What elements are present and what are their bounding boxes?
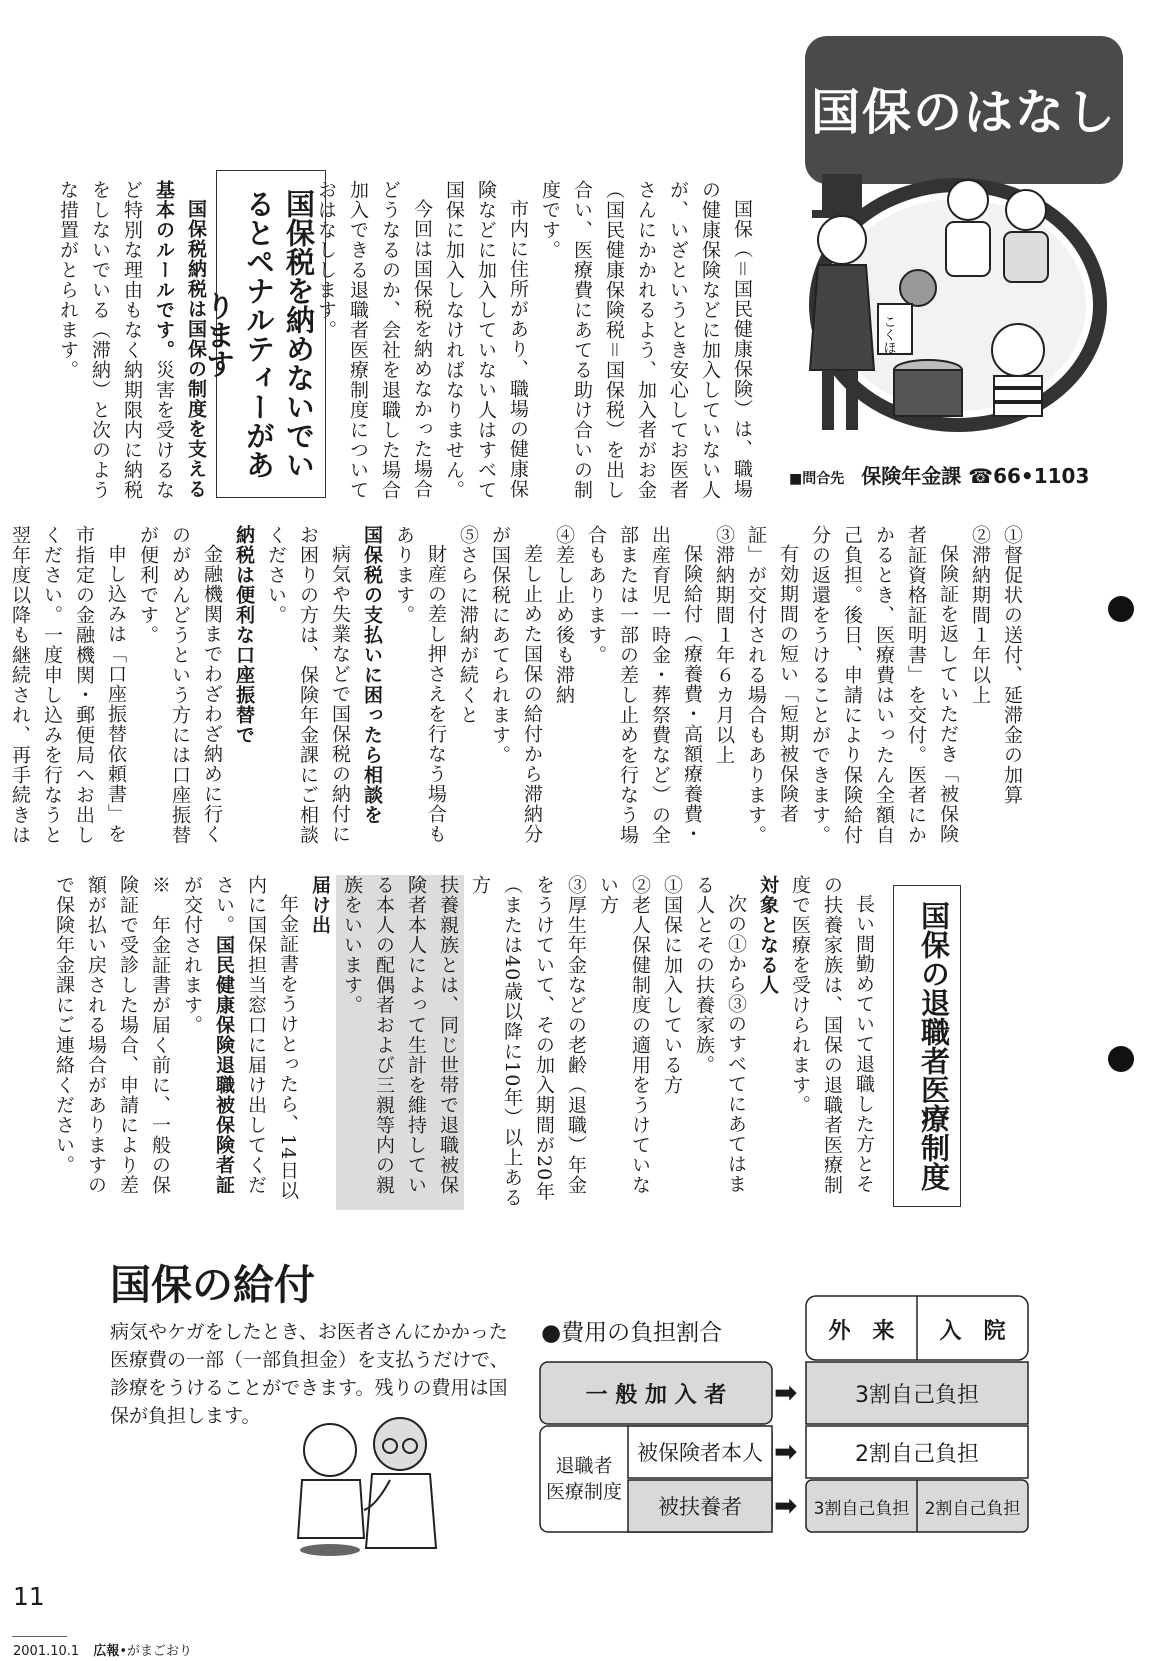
doctor-illustration (280, 1410, 450, 1560)
col-inpatient: 入 院 (939, 1318, 1006, 1344)
footer-publication-a: 広報 (93, 1644, 120, 1659)
benefits-description: 病気やケガをしたとき、お医者さんにかかった医療費の一部（一部負担金）を支払うだけで、診療をうけることができます。残りの費用は国保が負担します。 (110, 1321, 509, 1427)
step-2-note: 有効期間の短い「短期被保険者証」が交付される場合もあります。 (745, 525, 799, 845)
binding-hole-top (1108, 596, 1134, 622)
notify-body: 年金証書をうけとったら、14日以内に国保担当窓口に届け出してください。国民健康保険退職被保険者証が交付されます。 (181, 875, 299, 1201)
retiree-group-label: 退職者 医療制度 (545, 1455, 622, 1503)
target-title: 対象となる人 (757, 875, 779, 995)
page-number: 11 (13, 1582, 45, 1611)
arrow-dependent-icon: ➡ (774, 1489, 798, 1522)
step-2-label: ②滞納期間１年以上 (969, 525, 991, 705)
notify-note: ※ 年金証書が届く前に、一般の保険証で受診した場合、申請により差額が払い戻される場合がありますので保険年金課にご連絡ください。 (53, 875, 171, 1195)
intro-column (315, 180, 758, 505)
penalty-steps-column (9, 525, 1028, 850)
step-5-label: ⑤さらに滞納が続くと (457, 525, 479, 725)
row-dependent-outpatient: 3割自己負担 (813, 1498, 910, 1519)
kokuho-badge: こくほ (880, 315, 896, 354)
consult-body: 病気や失業などで国保税の納付にお困りの方は、保険年金課にご相談ください。 (265, 525, 351, 845)
row-dependent-inpatient: 2割自己負担 (924, 1498, 1021, 1519)
contact-label: ■問合先 (789, 471, 845, 487)
contact-info (789, 460, 1144, 489)
footer-meta (13, 1640, 192, 1659)
circus-illustration (808, 170, 1128, 455)
contact-phone: ☎66•1103 (968, 464, 1090, 488)
intro-paragraph-3: 今回は国保税を納めなかった場合どうなるのか、会社を退職した場合加入できる退職者医療制度についておはなしします。 (315, 180, 433, 500)
benefits-title: 国保の給付 (110, 1261, 315, 1309)
intro-paragraph-2: 市内に住所があり、職場の健康保険などに加入していない人はすべて国保に加入しなければなりません。 (443, 180, 529, 500)
row-dependent: 被扶養者 (658, 1495, 742, 1519)
heading-retiree-system: 国保の退職者医療制度 (893, 885, 961, 1207)
cost-share-title: ●費用の負担割合 (541, 1320, 723, 1346)
target-intro: 次の①から③のすべてにあてはまる人とその扶養家族。 (693, 875, 747, 1194)
row-general-value: 3割自己負担 (855, 1382, 979, 1408)
heading-penalty: 国保税を納めないでいるとペナルティーがあります (216, 170, 326, 498)
page-title: 国保のはなし (810, 84, 1117, 141)
footer-date: 2001.10.1 (13, 1644, 80, 1659)
target-3: ③厚生年金などの老齢（退職）年金をうけていて、その加入期間が20年（または40歳以降に10年）以上ある方 (469, 875, 587, 1208)
retiree-column (53, 875, 880, 1210)
target-2: ②老人保健制度の適用をうけていない方 (597, 875, 651, 1195)
step-4-body: 差し止めた国保の給付から滞納分が国保税にあてられます。 (489, 525, 543, 844)
row-insured: 被保険者本人 (637, 1441, 763, 1465)
intro-paragraph: 国保（＝国民健康保険）は、職場の健康保険などに加入していない人が、いざというとき安心してお医者さんにかかれるよう、加入者がお金（国民健康保険税＝国保税）を出し合い、医療費にあてる助け合いの制度です。 (539, 180, 753, 501)
notify-title: 届け出 (309, 875, 331, 935)
binding-hole-bottom (1108, 1046, 1134, 1072)
step-3-label: ③滞納期間１年６カ月以上 (713, 525, 735, 765)
target-1: ①国保に加入している方 (661, 875, 683, 1095)
contact-dept: 保険年金課 (861, 464, 962, 488)
col-outpatient: 外 来 (828, 1318, 895, 1344)
step-5-body: 財産の差し押さえを行なう場合もあります。 (393, 525, 447, 844)
retiree-intro: 長い間勤めていて退職した方とその扶養家族は、国保の退職者医療制度で医療を受けられます。 (789, 875, 875, 1195)
arrow-insured-icon: ➡ (774, 1435, 798, 1468)
row-general: 一 般 加 入 者 (585, 1382, 727, 1408)
bank-body-1: 金融機関までわざわざ納めに行くのがめんどうという方には口座振替が便利です。 (137, 525, 223, 845)
arrow-general-icon: ➡ (774, 1376, 798, 1409)
row-insured-value: 2割自己負担 (855, 1441, 979, 1467)
consult-title: 国保税の支払いに困ったら相談を (361, 525, 383, 825)
footer-publication-b: •がまごおり (119, 1644, 192, 1659)
bank-body-2: 申し込みは「口座振替依頼書」を市指定の金融機関・郵便局へお出しください。一度申し込みを行なうと翌年度以降も継続され、再手続きは (9, 525, 127, 845)
dependents-note: 扶養親族とは、同じ世帯で退職被保険者本人によって生計を維持している本人の配偶者および三親等内の親族をいいます。 (336, 875, 464, 1210)
ringmaster-hat (822, 174, 862, 214)
penalty-basic: 国保税納税は国保の制度を支える基本のルールです。災害を受けるなど特別な理由もなく納期限内に納税をしないでいる（滞納）と次のような措置がとられます。 (57, 180, 207, 500)
step-4-label: ④差し止め後も滞納 (553, 525, 575, 705)
step-3-body: 保険給付（療養費・高額療養費・出産育児一時金・葬祭費など）の全部または一部の差し止めを行なう場合もあります。 (585, 525, 703, 845)
bank-title: 納税は便利な口座振替で (233, 525, 255, 745)
footer-divider (12, 1636, 67, 1637)
penalty-basic-column (57, 180, 212, 505)
step-2-body: 保険証を返していただき「被保険者証資格証明書」を交付。医者にかかるとき、医療費はいったん全額自己負担。後日、申請により保険給付分の返還をうけることができます。 (809, 525, 959, 845)
step-1: ①督促状の送付、延滞金の加算 (1001, 525, 1023, 805)
